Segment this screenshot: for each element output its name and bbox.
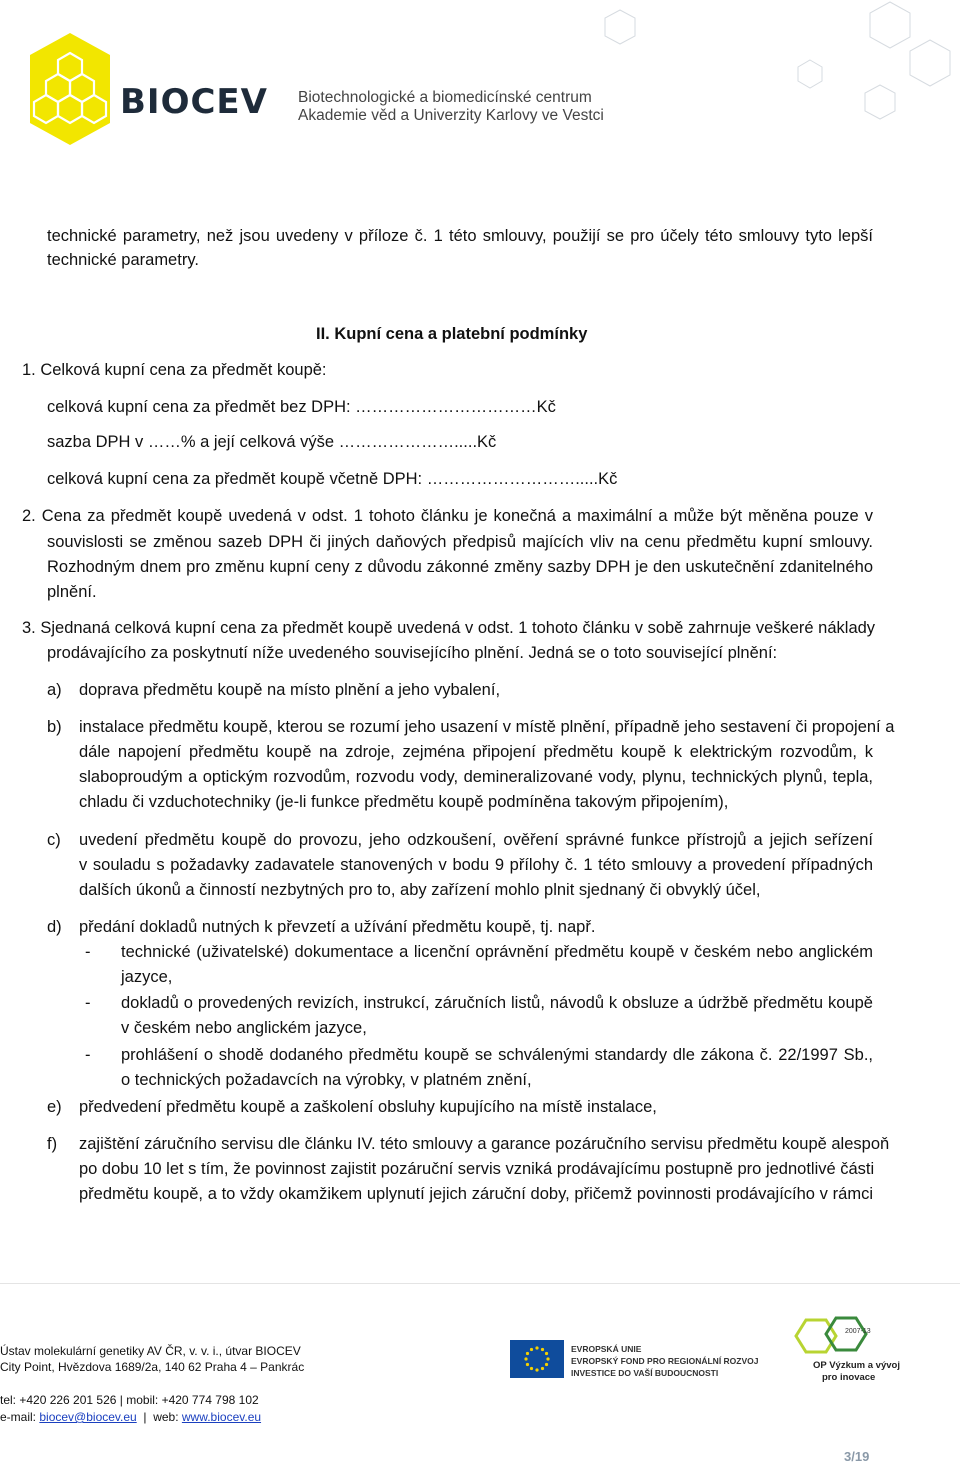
dash-bullet: - [85,994,91,1012]
list-item-e: předvedení předmětu koupě a zaškolení obsluhy kupujícího na místě instalace, [79,1098,657,1116]
sub-item-2-line-1: dokladů o provedených revizích, instrukcí, záručních listů, návodů k obsluze a údržbě předmětu koupě [121,994,873,1012]
biocev-hexagon-logo-icon [30,33,110,145]
sub-item-1-line-2: jazyce, [121,968,173,986]
email-label: e-mail: [0,1410,37,1424]
list-marker-b: b) [47,718,62,736]
op-years: 2007-13 [845,1328,871,1335]
list-item-f-line-1: zajištění záručního servisu dle článku IV. této smlouvy a garance pozáručního servisu předmětu koupě alespoň [79,1135,890,1153]
item-3-line-1: 3. Sjednaná celková kupní cena za předmět koupě uvedená v odst. 1 tohoto článku v sobě zahrnuje veškeré náklady [22,619,876,637]
eu-star-icon [526,1352,529,1355]
footer-org: Ústav molekulární genetiky AV ČR, v. v. i., útvar BIOCEV [0,1344,301,1358]
list-item-b-line-4: chladu či vzduchotechniky (je-li funkce předmětu koupě podmíněna takovým připojením), [79,793,729,811]
eu-star-icon [541,1348,544,1351]
section-title: II. Kupní cena a platební podmínky [316,325,588,343]
list-marker-e: e) [47,1098,62,1116]
item-2-line-4: plnění. [47,583,97,601]
op-title-line-1: OP Výzkum a vývoj [813,1360,900,1371]
eu-text-line-2: EVROPSKÝ FOND PRO REGIONÁLNÍ ROZVOJ [571,1356,759,1366]
op-title-line-2: pro inovace [822,1372,876,1383]
item-3-line-2: prodávajícího za poskytnutí níže uvedeného souvisejícího plnění. Jedná se o toto související plnění: [47,644,778,662]
brand-subtitle-line-1: Biotechnologické a biomedicínské centrum [298,89,592,106]
price-with-vat: celková kupní cena za předmět koupě včetně DPH: ……………………….....Kč [47,470,618,488]
brand-subtitle-line-2: Akademie věd a Univerzity Karlovy ve Vestci [298,107,604,124]
email-link[interactable]: biocev@biocev.eu [39,1410,137,1424]
item-2-line-3: Rozhodným dnem pro změnu kupní ceny z důvodu zákonné změny sazby DPH je den uskutečnění zdanitelného [47,558,873,576]
eu-star-icon [530,1348,533,1351]
list-item-c-line-1: uvedení předmětu koupě do provozu, jeho odzkoušení, ověření správné funkce přístrojů a jejich seřízení [79,831,873,849]
item-2-line-2: souvislosti se změnou sazeb DPH či jiných daňových předpisů majících vliv na cenu předmětu kupní smlouvy. [47,533,873,551]
eu-star-icon [535,1346,538,1349]
list-item-b-line-2: dále napojení předmětu koupě na zdroje, zejména připojení předmětu koupě k elektrickým rozvodům, k [79,743,873,761]
sub-item-2-line-2: v českém nebo anglickém jazyce, [121,1019,367,1037]
list-item-c-line-2: v souladu s požadavky zadavatele stanovených v bodu 9 přílohy č. 1 této smlouvy a provedení případných [79,856,873,874]
footer-divider [0,1283,960,1284]
op-vavpi-logo-icon [786,1316,886,1358]
eu-text-line-3: INVESTICE DO VAŠÍ BUDOUCNOSTI [571,1368,719,1378]
eu-text-block [571,1343,759,1379]
sub-item-1-line-1: technické (uživatelské) dokumentace a licenční oprávnění předmětu koupě v českém nebo anglickém [121,943,873,961]
web-label: web: [153,1410,179,1424]
footer-contacts [0,1409,261,1425]
list-item-c-line-3: dalších úkonů a činností nezbytných pro to, aby zařízení mohlo plnit sjednaný či obvyklý účel, [79,881,761,899]
eu-star-icon [546,1357,549,1360]
dash-bullet: - [85,943,91,961]
hexagon-background-pattern [560,0,960,130]
list-marker-d: d) [47,918,62,936]
sub-item-3-line-2: o technických požadavcích na výrobky, v platném znění, [121,1071,532,1089]
list-item-d-line-1: předání dokladů nutných k převzetí a užívání předmětu koupě, tj. např. [79,918,596,936]
web-link[interactable]: www.biocev.eu [181,1410,262,1424]
eu-star-icon [524,1357,527,1360]
eu-star-icon [526,1363,529,1366]
brand-name: BIOCEV [120,82,268,122]
price-without-vat: celková kupní cena za předmět bez DPH: ……………………………Kč [47,398,556,416]
vat-rate: sazba DPH v ……% a její celková výše ………………….....Kč [47,433,497,451]
eu-star-icon [530,1367,533,1370]
eu-star-icon [545,1363,548,1366]
list-marker-a: a) [47,681,62,699]
separator: | [140,1410,154,1424]
list-item-f-line-2: po dobu 10 let s tím, že povinnost zajistit pozáruční servis vzniká prodávajícímu postupně pro jednotlivé části [79,1160,875,1178]
list-item-b-line-1: instalace předmětu koupě, kterou se rozumí jeho usazení v místě plnění, případně jeho sestavení či propojení a [79,718,895,736]
list-item-b-line-3: slaboproudým a optickým rozvodům, rozvodu vody, demineralizované vody, plynu, technických plynů, tepla, [79,768,873,786]
item-2-line-1: 2. Cena za předmět koupě uvedená v odst. 1 tohoto článku je konečná a maximální a může být měněna pouze v [22,507,873,525]
eu-star-icon [541,1367,544,1370]
eu-flag-icon [510,1340,564,1378]
list-item-a: doprava předmětu koupě na místo plnění a jeho vybalení, [79,681,501,699]
sub-item-3-line-1: prohlášení o shodě dodaného předmětu koupě se schválenými standardy dle zákona č. 22/1997 Sb., [121,1046,873,1064]
eu-star-icon [535,1368,538,1371]
item-1-heading: 1. Celková kupní cena za předmět koupě: [22,361,327,379]
list-marker-c: c) [47,831,61,849]
footer-address: City Point, Hvězdova 1689/2a, 140 62 Praha 4 – Pankrác [0,1360,305,1374]
intro-line-1: technické parametry, než jsou uvedeny v příloze č. 1 této smlouvy, použijí se pro účely této smlouvy tyto lepší [47,227,873,245]
list-item-f-line-3: předmětu koupě, a to vždy okamžikem uplynutí jejich záruční doby, přičemž povinnosti prodávajícího v rámci [79,1185,873,1203]
dash-bullet: - [85,1046,91,1064]
eu-text-line-1: EVROPSKÁ UNIE [571,1344,642,1354]
footer-phones: tel: +420 226 201 526 | mobil: +420 774 798 102 [0,1393,259,1407]
eu-star-icon [545,1352,548,1355]
list-marker-f: f) [47,1135,58,1153]
page-number: 3/19 [844,1449,870,1464]
intro-line-2: technické parametry. [47,251,199,269]
